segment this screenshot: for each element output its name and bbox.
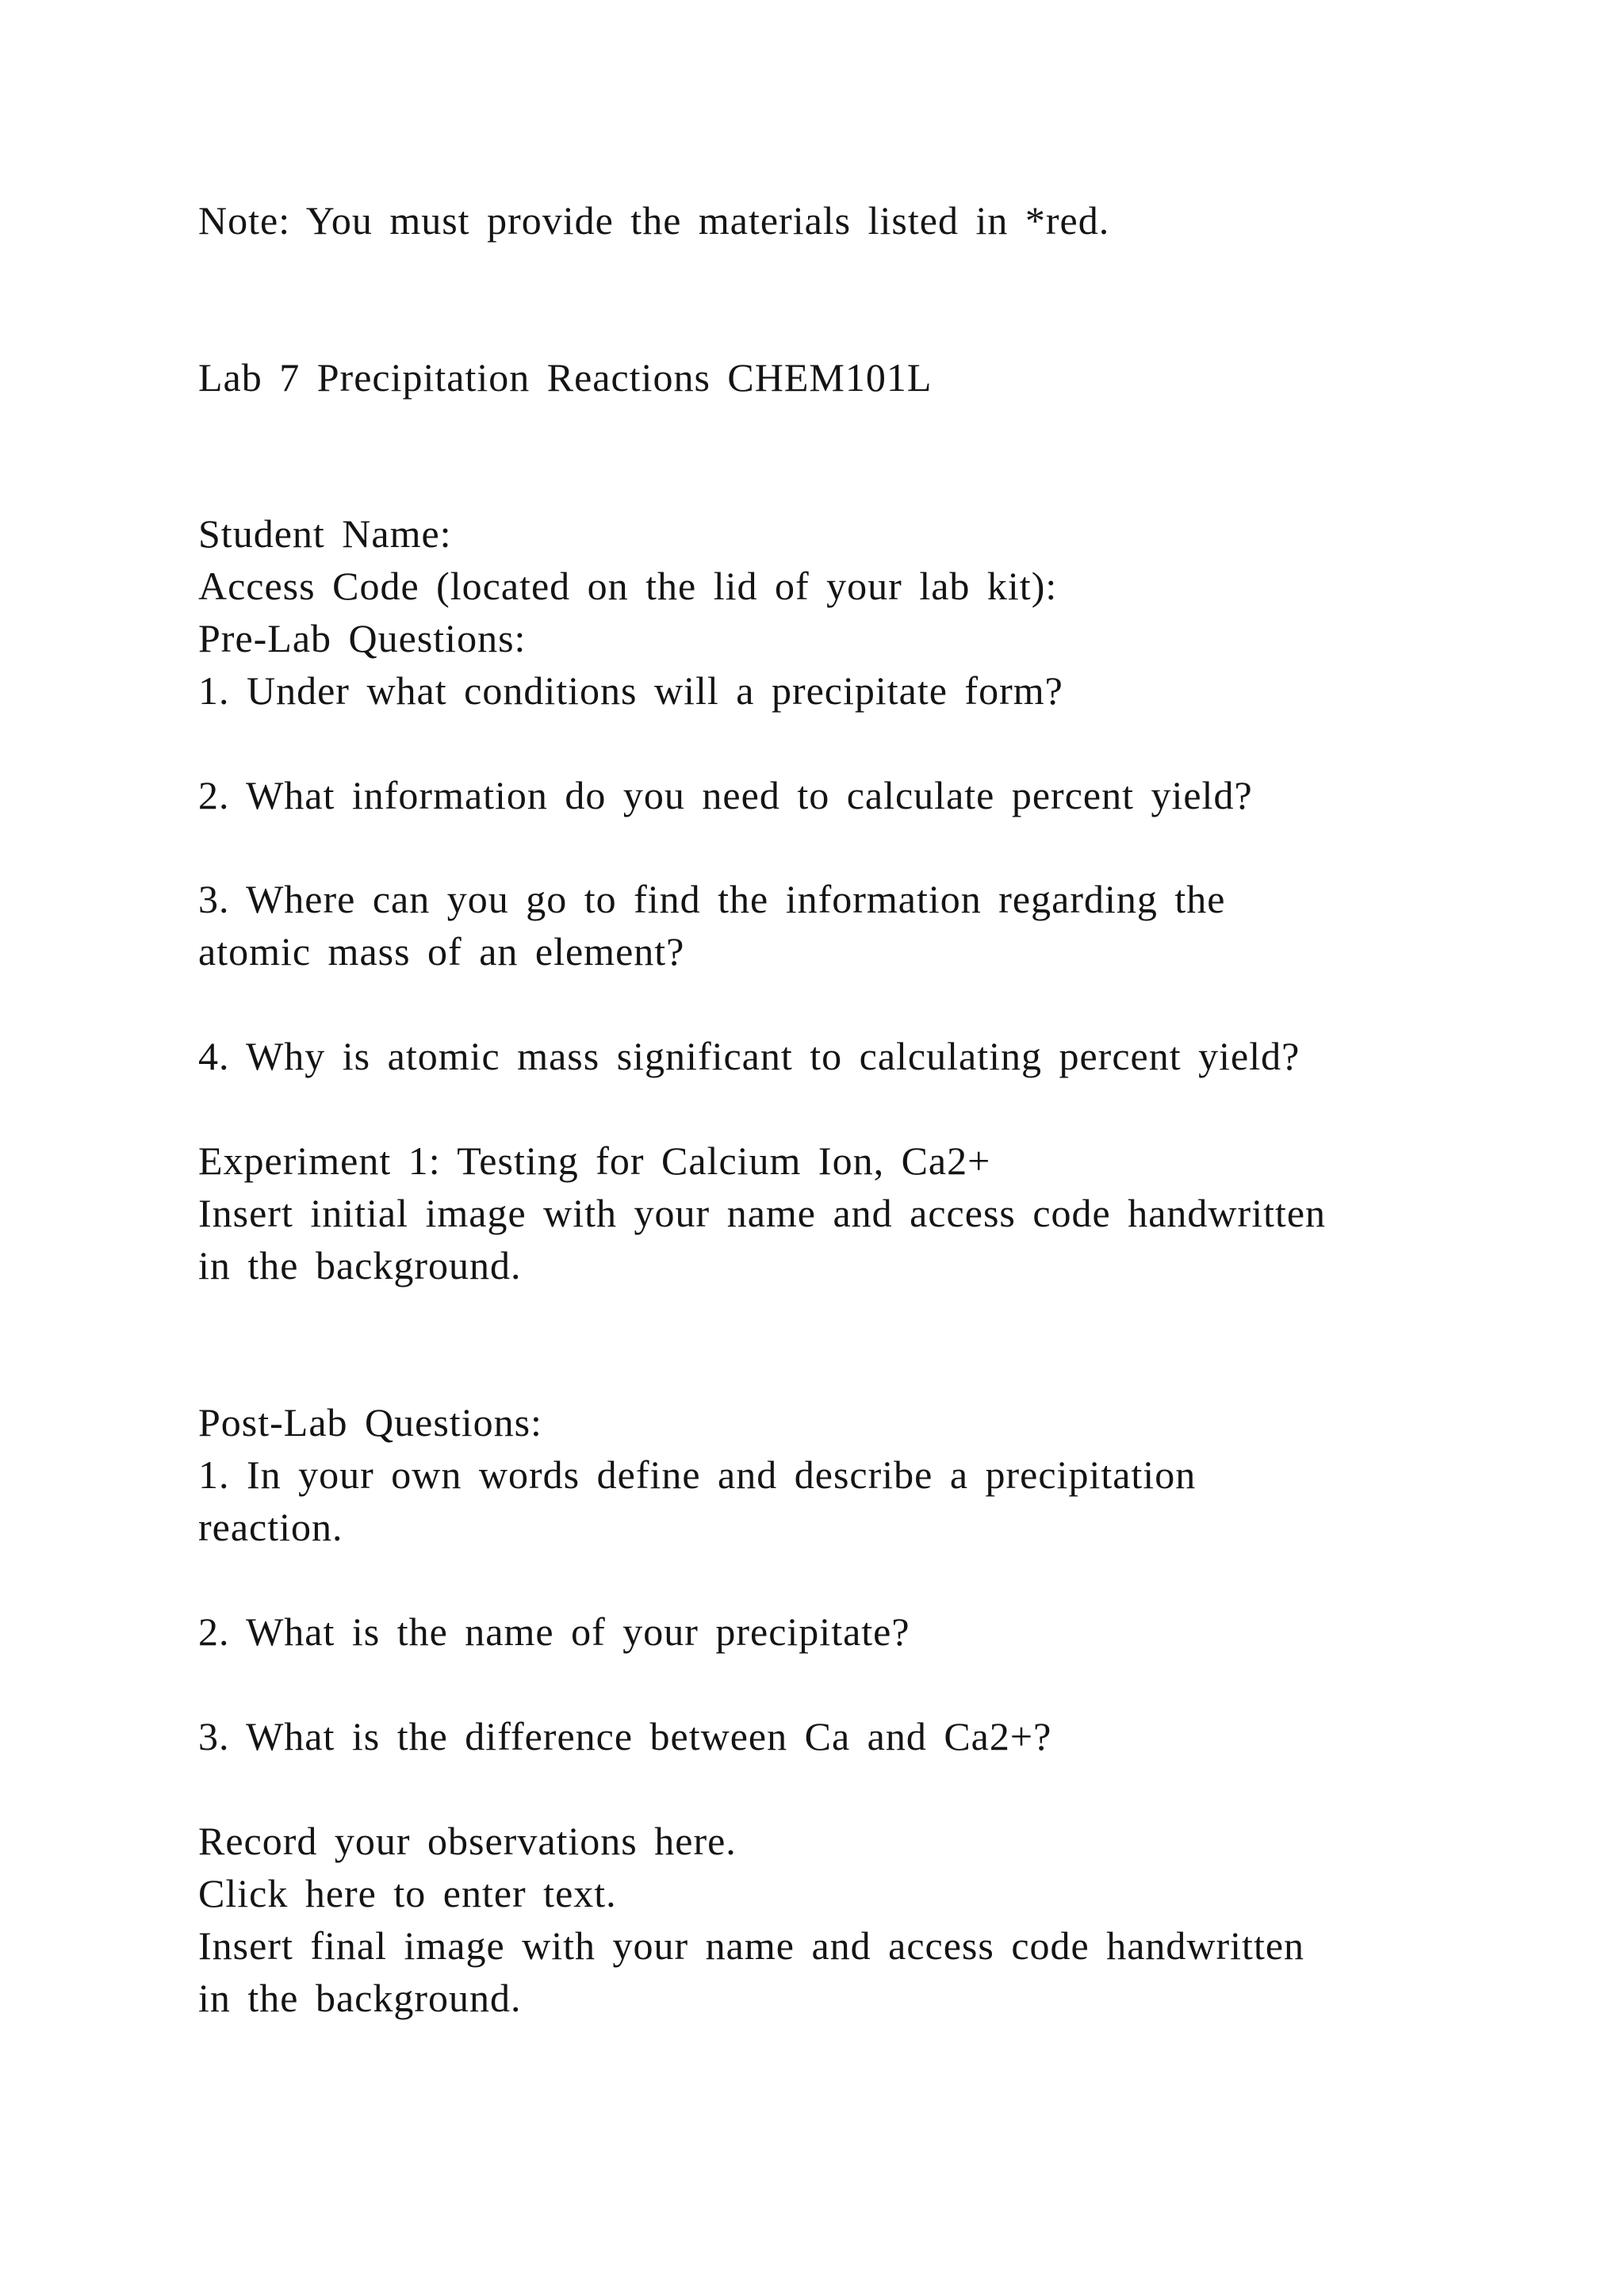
- prelab-question-3: 3. Where can you go to find the information regarding the: [198, 877, 1226, 921]
- prelab-heading: Pre-Lab Questions:: [198, 616, 527, 660]
- experiment-1-heading: Experiment 1: Testing for Calcium Ion, Ca2+: [198, 1138, 991, 1183]
- insert-final-image-instruction: Insert final image with your name and access code handwritten: [198, 1923, 1305, 1968]
- postlab-heading: Post-Lab Questions:: [198, 1400, 542, 1445]
- postlab-question-1: 1. In your own words define and describe a precipitation: [198, 1452, 1197, 1497]
- insert-initial-image-instruction: Insert initial image with your name and access code handwritten: [198, 1191, 1327, 1235]
- insert-final-image-instruction-cont: in the background.: [198, 1976, 522, 2020]
- record-observations-text: Record your observations here.: [198, 1819, 737, 1863]
- postlab-question-2: 2. What is the name of your precipitate?: [198, 1609, 910, 1654]
- prelab-question-1: 1. Under what conditions will a precipitate form?: [198, 668, 1063, 713]
- click-here-text-field[interactable]: Click here to enter text.: [198, 1871, 617, 1915]
- access-code-label: Access Code (located on the lid of your lab kit):: [198, 564, 1058, 608]
- prelab-question-2: 2. What information do you need to calculate percent yield?: [198, 773, 1253, 817]
- insert-initial-image-instruction-cont: in the background.: [198, 1243, 522, 1288]
- prelab-question-3-cont: atomic mass of an element?: [198, 929, 685, 974]
- postlab-question-1-cont: reaction.: [198, 1505, 343, 1549]
- prelab-question-4: 4. Why is atomic mass significant to calculating percent yield?: [198, 1034, 1300, 1078]
- postlab-question-3: 3. What is the difference between Ca and Ca2+?: [198, 1714, 1052, 1758]
- page-title: Lab 7 Precipitation Reactions CHEM101L: [198, 355, 933, 400]
- note-text: Note: You must provide the materials listed in *red.: [198, 198, 1110, 243]
- student-name-label: Student Name:: [198, 511, 452, 556]
